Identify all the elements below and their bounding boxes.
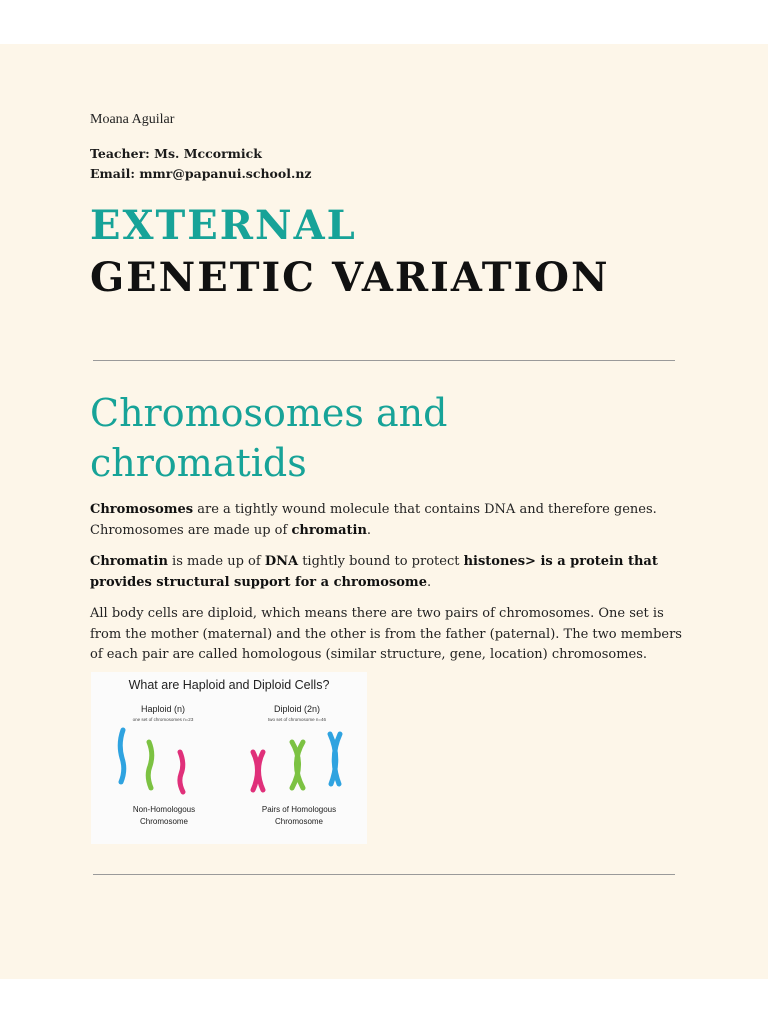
bold-chromatin: chromatin xyxy=(291,522,367,538)
haploid-caption-line2: Chromosome xyxy=(139,817,188,826)
diploid-caption-line1: Pairs of Homologous xyxy=(261,805,337,814)
diploid-caption-line2: Chromosome xyxy=(274,817,323,826)
paragraph-chromosomes xyxy=(90,500,685,541)
email-line: Email: mmr@papanui.school.nz xyxy=(90,166,312,181)
diploid-subtext: two set of chromosome n=46 xyxy=(268,717,326,722)
haploid-caption-line1: Non-Homologous xyxy=(132,805,196,814)
text-span: is made up of xyxy=(167,554,265,569)
section-heading: Chromosomes and chromatids xyxy=(90,391,448,485)
bold-dna: DNA xyxy=(264,554,299,569)
haploid-diploid-figure xyxy=(91,672,367,844)
teacher-line: Teacher: Ms. Mccormick xyxy=(90,146,262,161)
paragraph-diploid: All body cells are diploid, which means there are two pairs of chromosomes. One set is from the mother (maternal) and the other is from the father (paternal). The two members of each pair are called homologous (similar structure, gene, location) chromosomes. xyxy=(90,606,682,662)
contact-block xyxy=(90,144,312,184)
haploid-blue-chromosome xyxy=(120,730,124,782)
text-span: . xyxy=(426,574,432,590)
divider-bottom xyxy=(93,874,675,875)
title-line-1: EXTERNAL xyxy=(90,202,357,249)
diploid-label: Diploid (2n) xyxy=(273,704,321,714)
bold-chromatin-term: Chromatin xyxy=(90,554,168,569)
haploid-caption xyxy=(109,804,219,828)
figure-title: What are Haploid and Diploid Cells? xyxy=(128,678,330,692)
bold-histones: histones> is a protein that provides structural support for a chromosome xyxy=(90,554,658,590)
diploid-pink-pair-b xyxy=(259,752,264,790)
divider-top xyxy=(93,360,675,361)
text-span: . xyxy=(366,522,372,538)
haploid-label: Haploid (n) xyxy=(140,704,186,714)
text-span: tightly bound to protect xyxy=(298,554,464,569)
title-line-2: GENETIC VARIATION xyxy=(90,254,610,301)
text-span: are a tightly wound molecule that contains DNA and therefore genes. Chromosomes are made up of xyxy=(90,502,657,538)
diploid-caption xyxy=(241,804,357,828)
author-name: Moana Aguilar xyxy=(90,112,175,127)
document-page xyxy=(0,44,768,979)
haploid-pink-chromosome xyxy=(180,752,183,792)
bold-chromosomes: Chromosomes xyxy=(90,502,194,517)
haploid-subtext: one set of chromosomes n=23 xyxy=(132,717,194,722)
haploid-green-chromosome xyxy=(148,742,152,788)
paragraph-chromatin xyxy=(90,552,685,593)
